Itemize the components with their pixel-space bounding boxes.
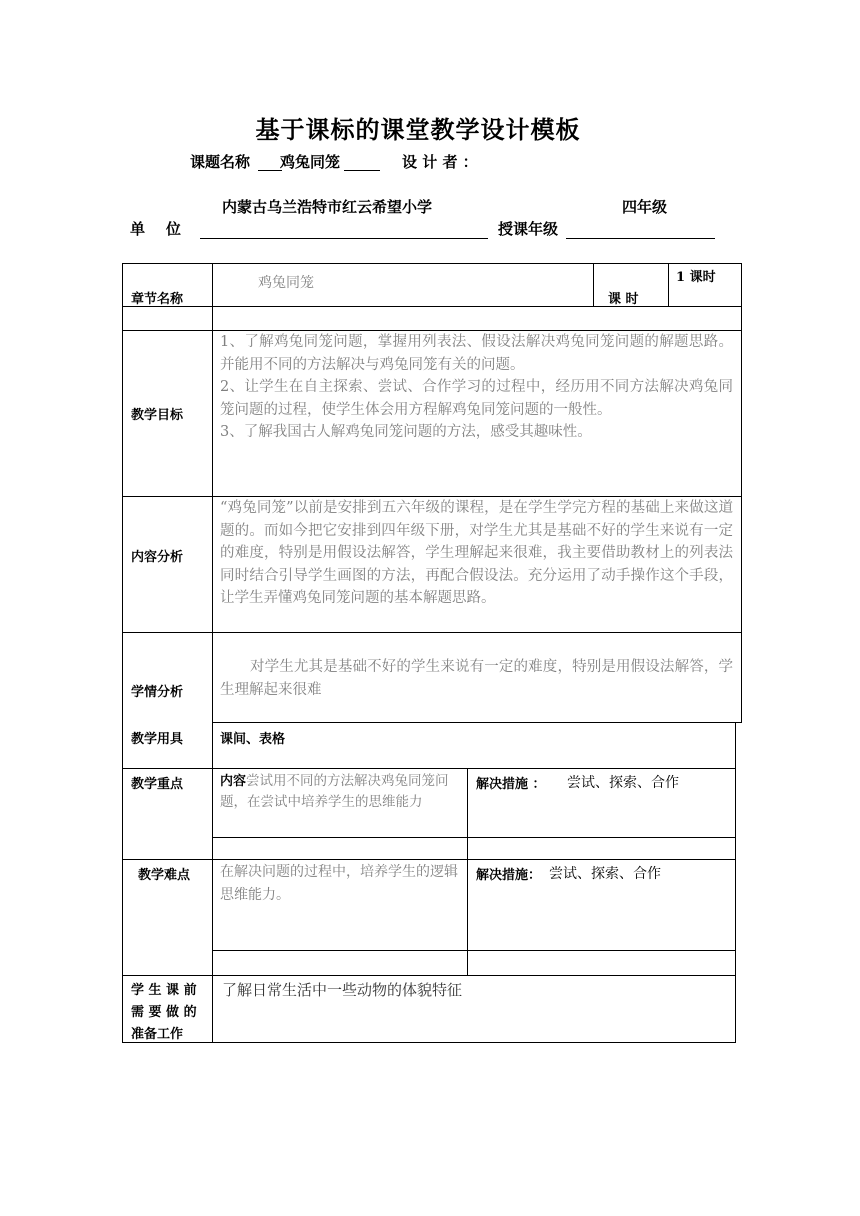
- key-content-text: 尝试用不同的方法解决鸡兔同笼问题，在尝试中培养学生的思维能力: [220, 773, 449, 810]
- difficult-measure-value: 尝试、探索、合作: [549, 866, 661, 882]
- difficult-text: 在解决问题的过程中，培养学生的逻辑思维能力。: [220, 864, 458, 903]
- grid-line: [122, 859, 736, 860]
- topic-underline-left: [258, 170, 282, 171]
- key-measure-value: 尝试、探索、合作: [567, 775, 679, 791]
- grid-line: [593, 263, 594, 306]
- prep-value: 了解日常生活中一些动物的体貌特征: [222, 981, 463, 999]
- grid-line: [212, 722, 742, 723]
- difficult-measure-label: 解决措施：: [476, 868, 542, 883]
- grid-line: [122, 1042, 736, 1043]
- learner-text: 对学生尤其是基础不好的学生来说有一定的难度，特别是用假设法解答，学生理解起来很难: [220, 659, 733, 698]
- key-measure-label: 解决措施 ：: [476, 777, 546, 792]
- topic-underline-right: [344, 170, 380, 171]
- prep-label-line-3: 准备工作: [131, 1027, 184, 1042]
- learner-label: 学情分析: [131, 685, 184, 700]
- grid-line: [668, 263, 669, 306]
- grade-underline: [566, 238, 715, 239]
- objectives-text: 1、了解鸡兔同笼问题，掌握用列表法、假设法解决鸡兔同笼问题的解题思路。并能用不同的方法解决与鸡兔同笼有关的问题。 2、让学生在自主探索、尝试、合作学习的过程中，经历用不同方法解决鸡兔同笼问题的过程，使学生体会用方程解鸡兔同笼问题的一般性。 3、了解我国古人解鸡兔同笼问题的方法，感受其趣味性。: [220, 334, 733, 441]
- hours-value: 1 课时: [676, 270, 716, 285]
- grade-value: 四年级: [622, 198, 668, 216]
- grade-label: 授课年级: [498, 220, 559, 238]
- grid-line: [122, 632, 742, 633]
- content-text: “鸡兔同笼”以前是安排到五六年级的课程，是在学生学完方程的基础上来做这道题的。而如今把它安排到四年级下册，对学生尤其是基础不好的学生来说有一定的难度，特别是用假设法解答，学生理解起来很难，我主要借助教材上的列表法同时结合引导学生画图的方法，再配合假设法。充分运用了动手操作这个手段，让学生弄懂鸡兔同笼问题的基本解题思路。: [220, 500, 733, 607]
- grid-line: [741, 263, 742, 723]
- school-value: 内蒙古乌兰浩特市红云希望小学: [222, 198, 433, 216]
- key-label: 教学重点: [131, 777, 184, 792]
- grid-line: [122, 263, 123, 1043]
- content-label: 内容分析: [131, 550, 184, 565]
- topic-label: 课题名称: [190, 153, 251, 171]
- grid-line: [212, 950, 736, 951]
- key-content: [220, 771, 464, 812]
- prep-label-line-1: 学 生 课 前: [131, 983, 197, 998]
- grid-line: [122, 768, 736, 769]
- tools-label: 教学用具: [131, 732, 184, 747]
- prep-label-line-2: 需 要 做 的: [131, 1005, 197, 1020]
- unit-underline: [200, 238, 488, 239]
- grid-line: [122, 263, 742, 264]
- objectives-label: 教学目标: [131, 408, 184, 423]
- chapter-label: 章节名称: [131, 292, 184, 307]
- chapter-value: 鸡兔同笼: [258, 275, 314, 291]
- page-title: 基于课标的课堂教学设计模板: [255, 115, 581, 144]
- grid-line: [212, 837, 736, 838]
- designer-label: 设 计 者 ：: [402, 153, 478, 171]
- grid-line: [467, 768, 468, 975]
- grid-line: [122, 975, 736, 976]
- grid-line: [122, 306, 742, 307]
- tools-value: 课间、表格: [220, 732, 286, 747]
- hours-label: 课 时: [608, 292, 639, 307]
- topic-value: 鸡兔同笼: [280, 153, 341, 171]
- unit-label: 单 位: [130, 220, 181, 238]
- grid-line: [735, 722, 736, 1043]
- difficult-label: 教学难点: [138, 868, 191, 883]
- key-content-prefix: 内容: [220, 774, 247, 789]
- grid-line: [212, 263, 213, 1043]
